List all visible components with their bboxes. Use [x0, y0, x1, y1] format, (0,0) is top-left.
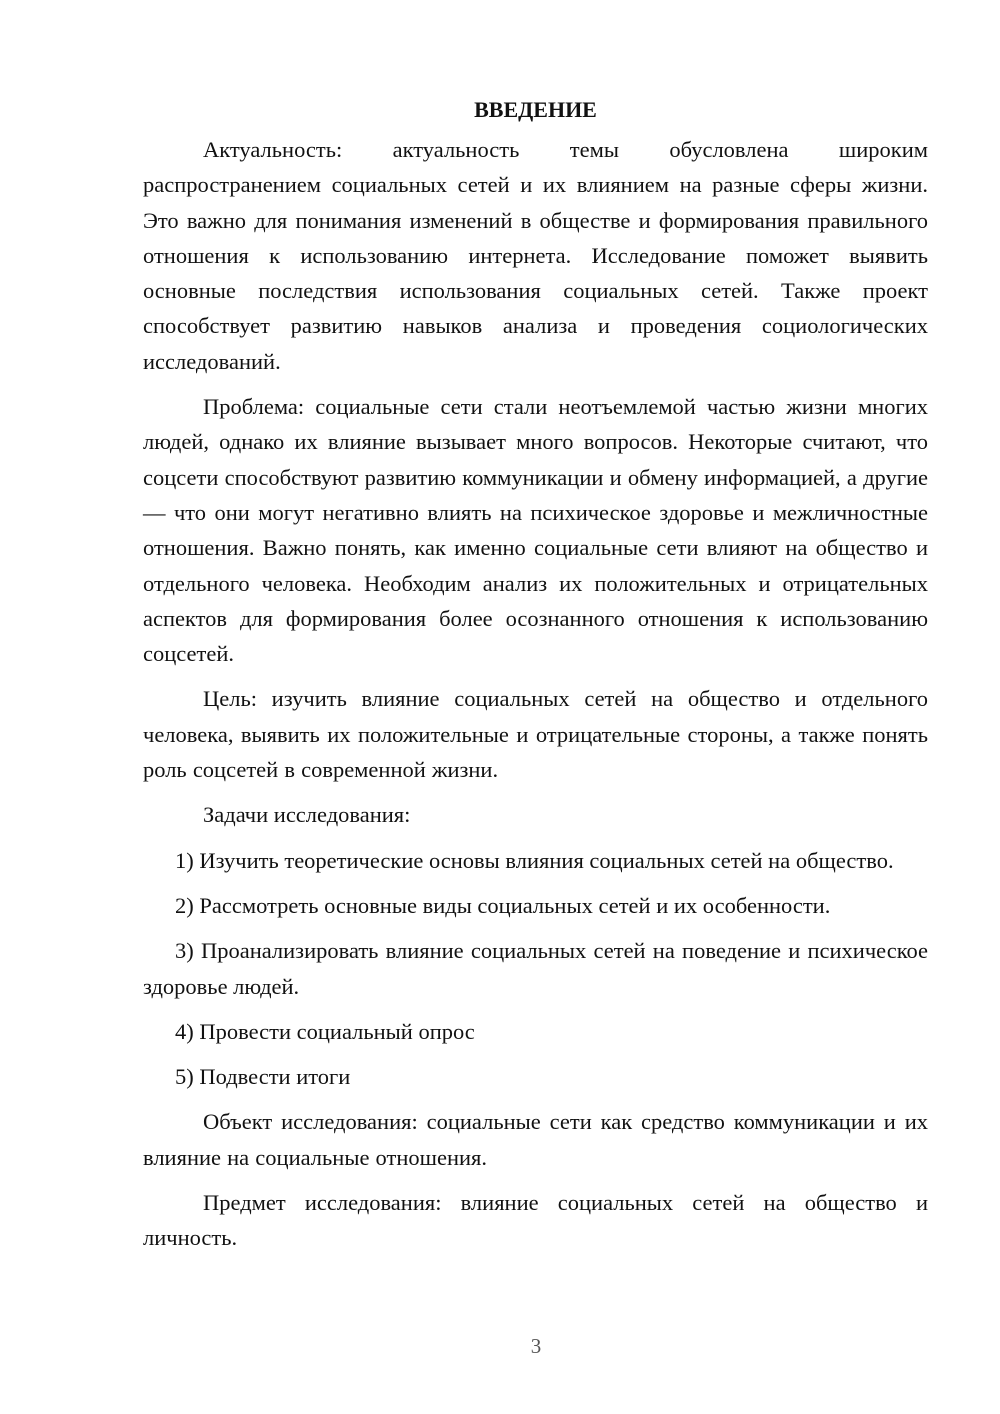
task-item-3: 3) Проанализировать влияние социальных сетей на поведение и психическое здоровье людей.	[143, 938, 928, 999]
paragraph-problem: Проблема: социальные сети стали неотъемлемой частью жизни многих людей, однако их влияние вызывает много вопросов. Некоторые считают, что соцсети способствуют развитию коммуникации и обмену информацией, а другие — что они могут негативно влиять на психическое здоровье и межличностные отношения. Важно понять, как именно социальные сети влияют на общество и отдельного человека. Необходим анализ их положительных и отрицательных аспектов для формирования более осознанного отношения к использованию соцсетей.	[143, 394, 928, 667]
paragraph-subject: Предмет исследования: влияние социальных сетей на общество и личность.	[143, 1190, 928, 1251]
paragraph-relevance: Актуальность: актуальность темы обусловлена широким распространением социальных сетей и их влиянием на разные сферы жизни. Это важно для понимания изменений в обществе и формирования правильного отношения к использованию интернета. Исследование поможет выявить основные последствия использования социальных сетей. Также проект способствует развитию навыков анализа и проведения социологических исследований.	[143, 137, 928, 374]
section-heading: ВВЕДЕНИЕ	[474, 97, 597, 122]
document-page	[143, 92, 928, 1266]
paragraph-goal: Цель: изучить влияние социальных сетей на общество и отдельного человека, выявить их положительные и отрицательные стороны, а также понять роль соцсетей в современной жизни.	[143, 686, 928, 783]
task-item-4: 4) Провести социальный опрос	[175, 1018, 475, 1044]
task-item-5: 5) Подвести итоги	[175, 1064, 351, 1090]
paragraph-object: Объект исследования: социальные сети как средство коммуникации и их влияние на социальные отношения.	[143, 1109, 928, 1170]
page-number: 3	[530, 1334, 542, 1358]
tasks-title: Задачи исследования:	[203, 802, 411, 828]
task-item-1: 1) Изучить теоретические основы влияния социальных сетей на общество.	[175, 847, 894, 873]
task-item-2: 2) Рассмотреть основные виды социальных сетей и их особенности.	[175, 892, 831, 918]
